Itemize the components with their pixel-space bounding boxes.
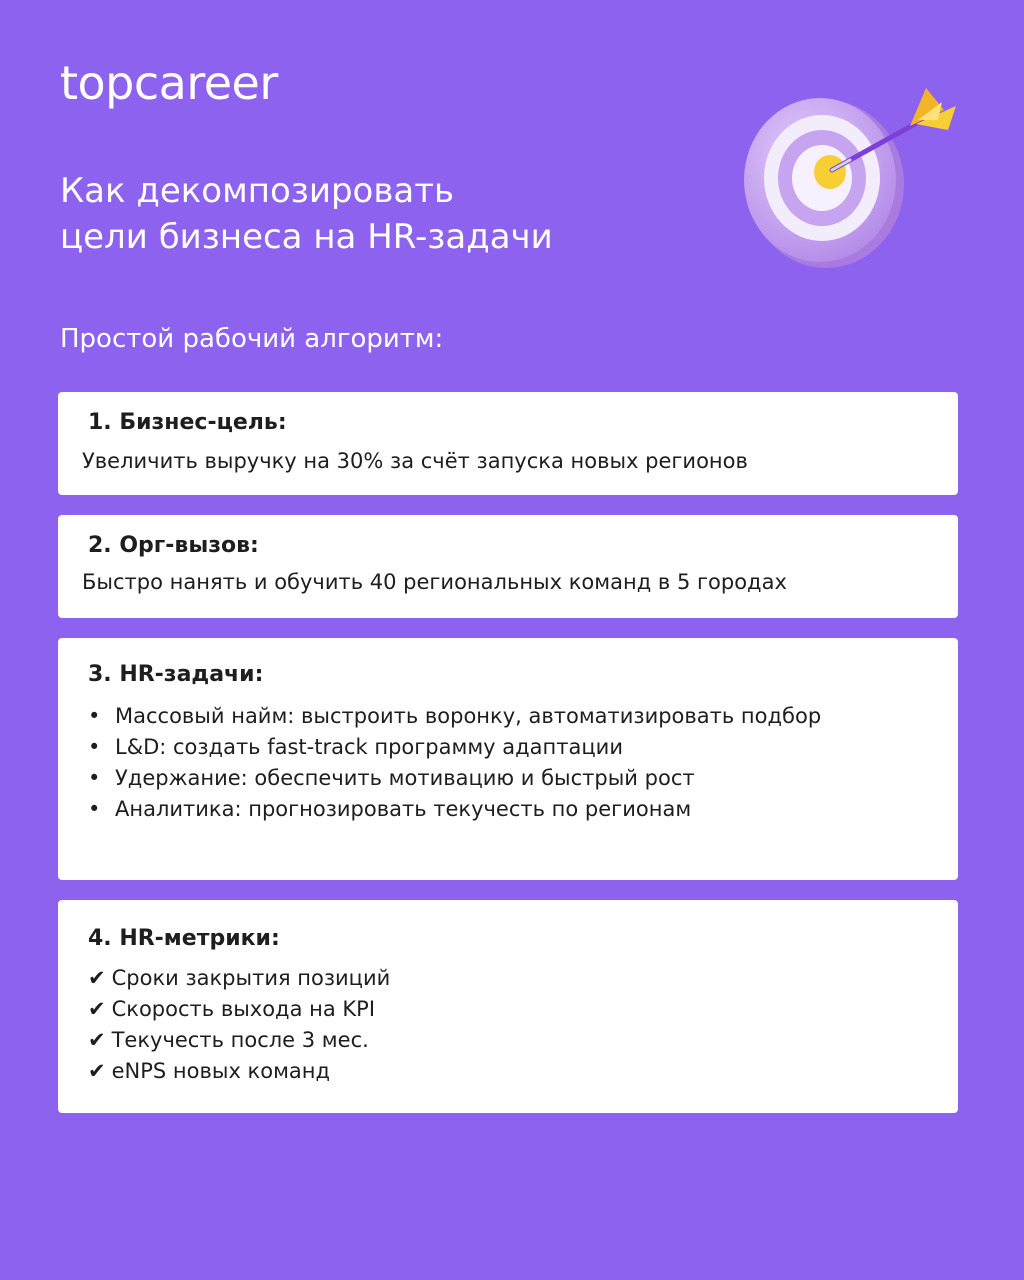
bullet-icon: • <box>88 704 101 728</box>
hr-task-list <box>58 701 958 825</box>
bullet-icon: • <box>88 766 101 790</box>
step-heading: 3. HR-задачи: <box>88 662 264 687</box>
list-item: • L&D: создать fast-track программу адаптации <box>88 732 875 763</box>
step-card-hr-tasks <box>58 638 958 880</box>
step-heading: 4. HR-метрики: <box>88 926 280 951</box>
step-text: Быстро нанять и обучить 40 региональных команд в 5 городах <box>82 570 787 594</box>
subtitle: Простой рабочий алгоритм: <box>60 324 444 354</box>
checkmark-icon: ✔ <box>88 997 106 1021</box>
step-heading: 2. Орг-вызов: <box>88 533 259 558</box>
checkmark-icon: ✔ <box>88 1059 106 1083</box>
bullet-icon: • <box>88 735 101 759</box>
list-item: ✔ Сроки закрытия позиций <box>88 966 391 990</box>
list-item: • Удержание: обеспечить мотивацию и быстрый рост <box>88 763 875 794</box>
list-item: • Массовый найм: выстроить воронку, автоматизировать подбор <box>88 701 875 732</box>
page-title <box>60 168 700 260</box>
page-title-line-2: цели бизнеса на HR-задачи <box>60 217 553 257</box>
checkmark-icon: ✔ <box>88 1028 106 1052</box>
page-title-line-1: Как декомпозировать <box>60 171 455 211</box>
list-item: ✔ eNPS новых команд <box>88 1059 331 1083</box>
checkmark-icon: ✔ <box>88 966 106 990</box>
step-card-org-challenge <box>58 515 958 618</box>
list-item: ✔ Текучесть после 3 мес. <box>88 1028 369 1052</box>
hr-metrics-list <box>58 963 958 1087</box>
step-heading: 1. Бизнес-цель: <box>88 410 287 435</box>
list-item: • Аналитика: прогнозировать текучесть по регионам <box>88 794 875 825</box>
step-card-hr-metrics <box>58 900 958 1113</box>
step-text: Увеличить выручку на 30% за счёт запуска новых регионов <box>82 449 748 473</box>
brand-logo: topcareer <box>60 56 278 110</box>
bullet-icon: • <box>88 797 101 821</box>
step-card-business-goal <box>58 392 958 495</box>
list-item: ✔ Скорость выхода на KPI <box>88 997 376 1021</box>
dartboard-with-dart-icon <box>730 80 970 280</box>
